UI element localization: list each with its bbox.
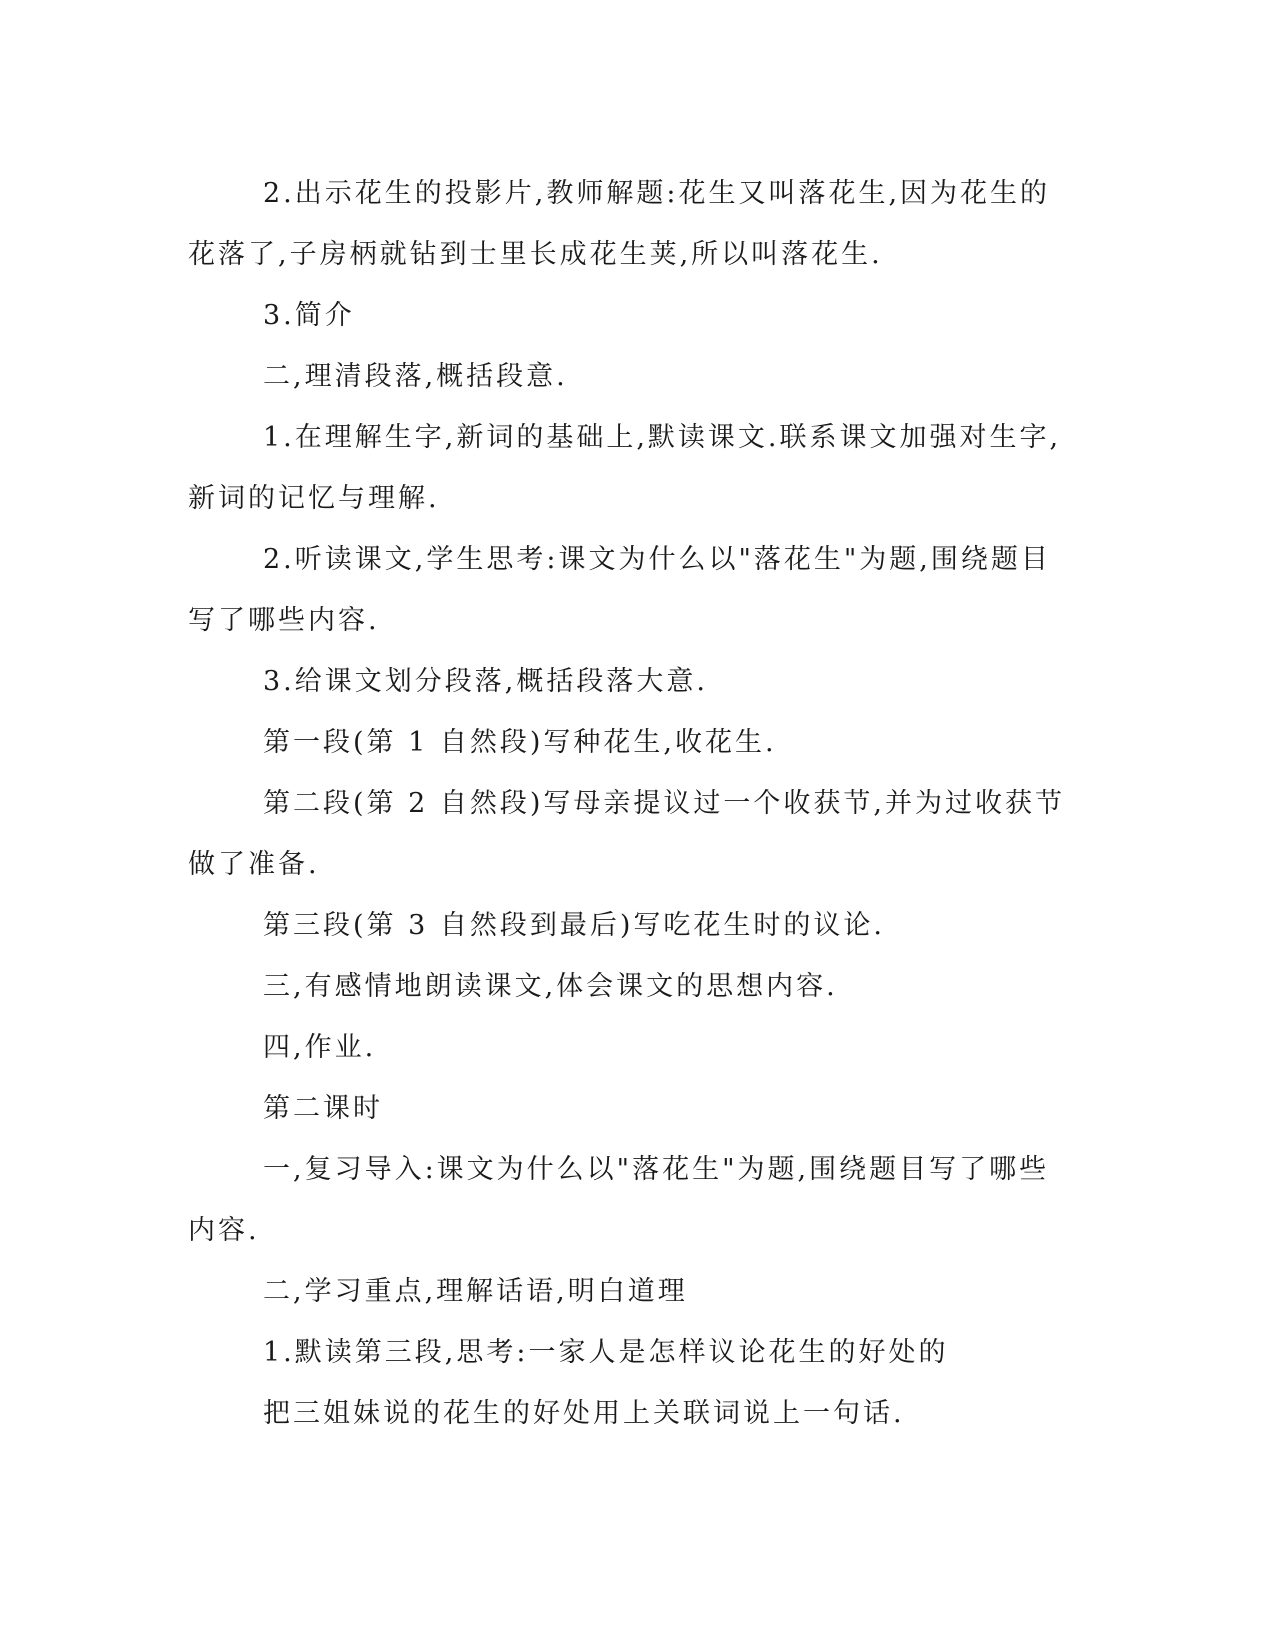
paragraph-read-third-section: 1.默读第三段,思考:一家人是怎样议论花生的好处的 (263, 1337, 949, 1368)
paragraph-brief-intro: 3.简介 (263, 300, 355, 331)
paragraph-review-intro: 一,复习导入:课文为什么以"落花生"为题,围绕题目写了哪些内容. (188, 1154, 1050, 1246)
paragraph-read-silently: 1.在理解生字,新词的基础上,默读课文.联系课文加强对生字,新词的记忆与理解. (188, 422, 1062, 514)
paragraph-section-three: 第三段(第 3 自然段到最后)写吃花生时的议论. (263, 910, 885, 941)
paragraph-divide-sections: 3.给课文划分段落,概括段落大意. (263, 666, 708, 697)
paragraph-key-points: 二,学习重点,理解话语,明白道理 (263, 1276, 688, 1307)
paragraph-intro-peanut: 2.出示花生的投影片,教师解题:花生又叫落花生,因为花生的花落了,子房柄就钻到士里长成花生荚,所以叫落花生. (188, 178, 1051, 270)
paragraph-section-one: 第一段(第 1 自然段)写种花生,收花生. (263, 727, 777, 758)
paragraph-second-lesson: 第二课时 (263, 1093, 383, 1124)
paragraph-section-two: 第二段(第 2 自然段)写母亲提议过一个收获节,并为过收获节做了准备. (188, 788, 1065, 880)
paragraph-listen-read: 2.听读课文,学生思考:课文为什么以"落花生"为题,围绕题目写了哪些内容. (188, 544, 1051, 636)
document-body (188, 163, 1068, 1444)
paragraph-section-two-heading: 二,理清段落,概括段意. (263, 361, 568, 392)
paragraph-homework: 四,作业. (263, 1032, 377, 1063)
paragraph-read-with-emotion: 三,有感情地朗读课文,体会课文的思想内容. (263, 971, 838, 1002)
paragraph-three-sisters: 把三姐妹说的花生的好处用上关联词说上一句话. (263, 1398, 905, 1429)
